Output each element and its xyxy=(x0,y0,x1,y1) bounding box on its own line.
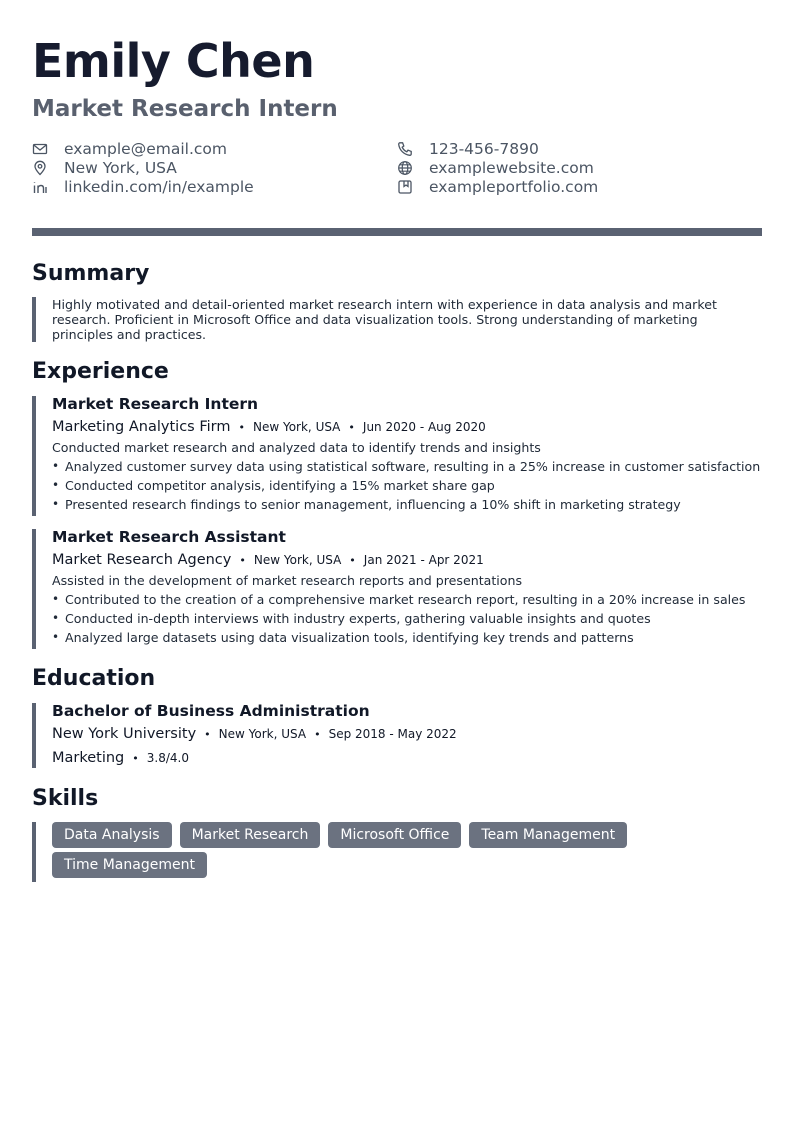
separator-dot: • xyxy=(239,554,246,567)
resume-page xyxy=(32,30,762,873)
school-name: New York University xyxy=(52,726,197,742)
skill-tag: Market Research xyxy=(180,822,321,848)
education-meta xyxy=(52,724,762,745)
contact-email[interactable] xyxy=(32,139,227,158)
separator-dot: • xyxy=(314,728,321,741)
bullet-text: Presented research findings to senior management, influencing a 10% shift in marketing strategy xyxy=(65,497,681,512)
bullet-item xyxy=(52,609,762,628)
contact-website[interactable] xyxy=(397,158,594,177)
bullet-dot: • xyxy=(52,497,60,511)
globe-icon xyxy=(397,160,413,176)
separator-dot: • xyxy=(132,752,139,765)
skills-row xyxy=(52,822,762,848)
phone-text: 123-456-7890 xyxy=(429,139,539,158)
summary-text: Highly motivated and detail-oriented market research intern with experience in data analysis and market research. Proficient in Microsoft Office and data visualization tools. Strong understanding of marketing principles and practices. xyxy=(52,297,717,342)
job-location: New York, USA xyxy=(253,553,342,567)
job-bullets xyxy=(52,457,762,514)
job-title: Market Research Intern xyxy=(52,395,259,413)
bullet-item xyxy=(52,590,762,609)
bullet-text: Analyzed customer survey data using statistical software, resulting in a 25% increase in customer satisfaction xyxy=(65,459,761,474)
contact-portfolio[interactable] xyxy=(397,177,598,196)
website-text: examplewebsite.com xyxy=(429,158,594,177)
job-location: New York, USA xyxy=(252,420,341,434)
bullet-text: Analyzed large datasets using data visualization tools, identifying key trends and patterns xyxy=(65,630,634,645)
bullet-dot: • xyxy=(52,478,60,492)
job-description: Assisted in the development of market research reports and presentations xyxy=(52,573,523,588)
linkedin-icon xyxy=(32,179,48,195)
job-entry xyxy=(32,396,762,516)
bullet-text: Contributed to the creation of a comprehensive market research report, resulting in a 20% increase in sales xyxy=(65,592,746,607)
bullet-dot: • xyxy=(52,592,60,606)
bullet-dot: • xyxy=(52,611,60,625)
separator-dot: • xyxy=(238,421,245,434)
contact-location xyxy=(32,158,177,177)
bullet-item xyxy=(52,476,762,495)
skill-tag: Team Management xyxy=(469,822,627,848)
job-entry xyxy=(32,529,762,649)
education-heading: Education xyxy=(32,666,156,691)
job-meta xyxy=(52,417,762,438)
portfolio-text: exampleportfolio.com xyxy=(429,177,599,196)
job-title: Market Research Assistant xyxy=(52,528,286,546)
experience-heading: Experience xyxy=(32,359,169,384)
skills-block xyxy=(32,822,762,882)
job-dates: Jan 2021 - Apr 2021 xyxy=(363,553,484,567)
degree-title: Bachelor of Business Administration xyxy=(52,702,370,720)
summary-heading: Summary xyxy=(32,261,150,286)
education-details xyxy=(52,748,762,769)
education-dates: Sep 2018 - May 2022 xyxy=(328,727,457,741)
bullet-dot: • xyxy=(52,630,60,644)
skills-heading: Skills xyxy=(32,786,99,811)
separator-dot: • xyxy=(349,554,356,567)
major-text: Marketing xyxy=(52,750,125,766)
job-description: Conducted market research and analyzed data to identify trends and insights xyxy=(52,440,541,455)
bullet-text: Conducted competitor analysis, identifying a 15% market share gap xyxy=(65,478,495,493)
skills-row xyxy=(52,852,762,878)
bullet-item xyxy=(52,457,762,476)
skill-tag: Time Management xyxy=(52,852,207,878)
linkedin-text: linkedin.com/in/example xyxy=(64,177,254,196)
skill-tag: Data Analysis xyxy=(52,822,172,848)
education-entry xyxy=(32,703,762,768)
candidate-role: Market Research Intern xyxy=(32,96,338,122)
contact-linkedin[interactable] xyxy=(32,177,254,196)
contact-phone[interactable] xyxy=(397,139,539,158)
header-divider xyxy=(32,228,762,236)
bullet-item xyxy=(52,628,762,647)
job-bullets xyxy=(52,590,762,647)
email-text: example@email.com xyxy=(64,139,227,158)
job-dates: Jun 2020 - Aug 2020 xyxy=(362,420,486,434)
location-pin-icon xyxy=(32,160,48,176)
bullet-item xyxy=(52,495,762,514)
mail-icon xyxy=(32,141,48,157)
separator-dot: • xyxy=(204,728,211,741)
bullet-text: Conducted in-depth interviews with industry experts, gathering valuable insights and quotes xyxy=(65,611,651,626)
job-company: Marketing Analytics Firm xyxy=(52,419,231,435)
candidate-name: Emily Chen xyxy=(32,34,315,88)
phone-icon xyxy=(397,141,413,157)
school-location: New York, USA xyxy=(218,727,307,741)
portfolio-icon xyxy=(397,179,413,195)
skill-tag: Microsoft Office xyxy=(328,822,461,848)
job-company: Market Research Agency xyxy=(52,552,232,568)
location-text: New York, USA xyxy=(64,158,177,177)
job-meta xyxy=(52,550,762,571)
gpa-text: 3.8/4.0 xyxy=(146,751,189,765)
separator-dot: • xyxy=(348,421,355,434)
contact-block xyxy=(32,139,762,197)
summary-block xyxy=(32,297,762,342)
bullet-dot: • xyxy=(52,459,60,473)
